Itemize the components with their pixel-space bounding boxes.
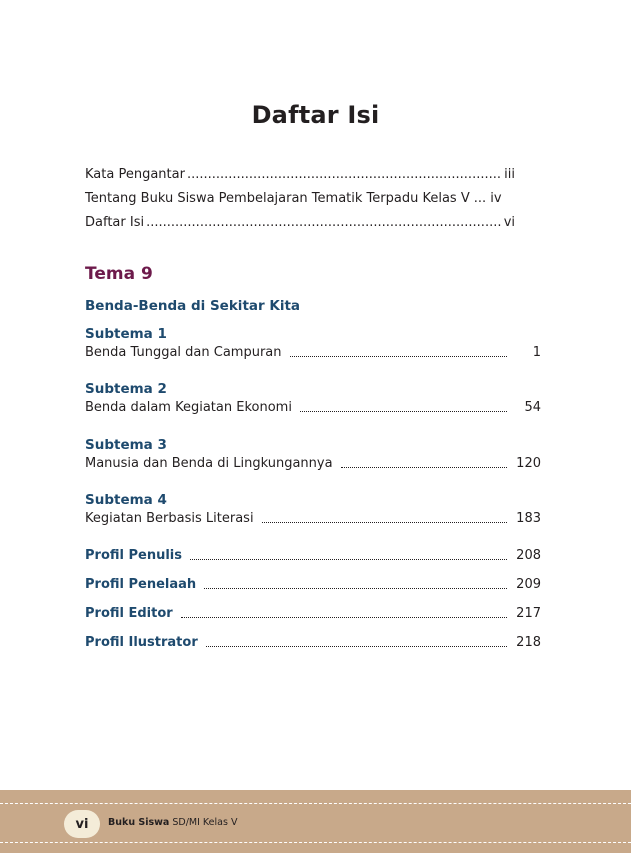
profile-entry[interactable]: [85, 577, 541, 592]
dot-leader: [187, 167, 502, 182]
toc-front-matter-row[interactable]: [85, 215, 515, 230]
theme-subtitle: Benda-Benda di Sekitar Kita: [85, 298, 301, 314]
toc-entry-page: ... iv: [473, 191, 502, 206]
subtheme-heading: Subtema 4: [85, 492, 167, 508]
toc-front-matter-row[interactable]: [85, 191, 515, 206]
subtheme-heading: Subtema 1: [85, 326, 167, 342]
subtheme-heading: Subtema 3: [85, 437, 167, 453]
toc-entry-label: Benda Tunggal dan Campuran: [85, 345, 282, 360]
toc-entry-label: Kegiatan Berbasis Literasi: [85, 511, 254, 526]
theme-title: Tema 9: [85, 264, 153, 284]
dot-leader: [262, 522, 507, 523]
toc-entry-label: Profil Penulis: [85, 548, 182, 563]
footer-dashed-line: [0, 842, 631, 843]
toc-entry-page: iii: [504, 167, 515, 182]
book-title: [108, 817, 237, 828]
page-title: Daftar Isi: [251, 101, 380, 129]
subtheme-entry[interactable]: [85, 400, 541, 415]
dot-leader: [341, 467, 507, 468]
toc-entry-page: 54: [524, 400, 541, 415]
book-title-bold: Buku Siswa: [108, 817, 170, 828]
toc-entry-label: Benda dalam Kegiatan Ekonomi: [85, 400, 292, 415]
toc-front-matter-row[interactable]: [85, 167, 515, 182]
toc-entry-page: 209: [516, 577, 541, 592]
page-number-badge: vi: [64, 810, 100, 838]
profile-entry[interactable]: [85, 548, 541, 563]
toc-entry-label: Daftar Isi: [85, 215, 145, 230]
profile-entry[interactable]: [85, 606, 541, 621]
toc-entry-label: Profil Penelaah: [85, 577, 197, 592]
toc-entry-label: Profil Editor: [85, 606, 173, 621]
book-title-rest: SD/MI Kelas V: [169, 817, 238, 828]
toc-entry-page: 1: [532, 345, 541, 360]
toc-entry-label: Profil Ilustrator: [85, 635, 198, 650]
profile-entry[interactable]: [85, 635, 541, 650]
subtheme-entry[interactable]: [85, 511, 541, 526]
dot-leader: [290, 356, 507, 357]
toc-entry-label: Kata Pengantar: [85, 167, 185, 182]
toc-entry-page: 217: [516, 606, 541, 621]
subtheme-heading: Subtema 2: [85, 381, 167, 397]
page-footer: [0, 790, 631, 853]
toc-entry-page: 183: [516, 511, 541, 526]
dot-leader: [206, 646, 507, 647]
dot-leader: [300, 411, 507, 412]
toc-entry-page: 208: [516, 548, 541, 563]
toc-entry-label: Tentang Buku Siswa Pembelajaran Tematik Terpadu Kelas V: [85, 191, 470, 206]
footer-dashed-line: [0, 803, 631, 804]
dot-leader: [204, 588, 507, 589]
toc-entry-page: 120: [516, 456, 541, 471]
toc-entry-page: 218: [516, 635, 541, 650]
toc-entry-label: Manusia dan Benda di Lingkungannya: [85, 456, 333, 471]
dot-leader: [190, 559, 507, 560]
subtheme-entry[interactable]: [85, 345, 541, 360]
toc-entry-page: vi: [503, 215, 515, 230]
dot-leader: [181, 617, 507, 618]
subtheme-entry[interactable]: [85, 456, 541, 471]
dot-leader: [146, 215, 502, 230]
